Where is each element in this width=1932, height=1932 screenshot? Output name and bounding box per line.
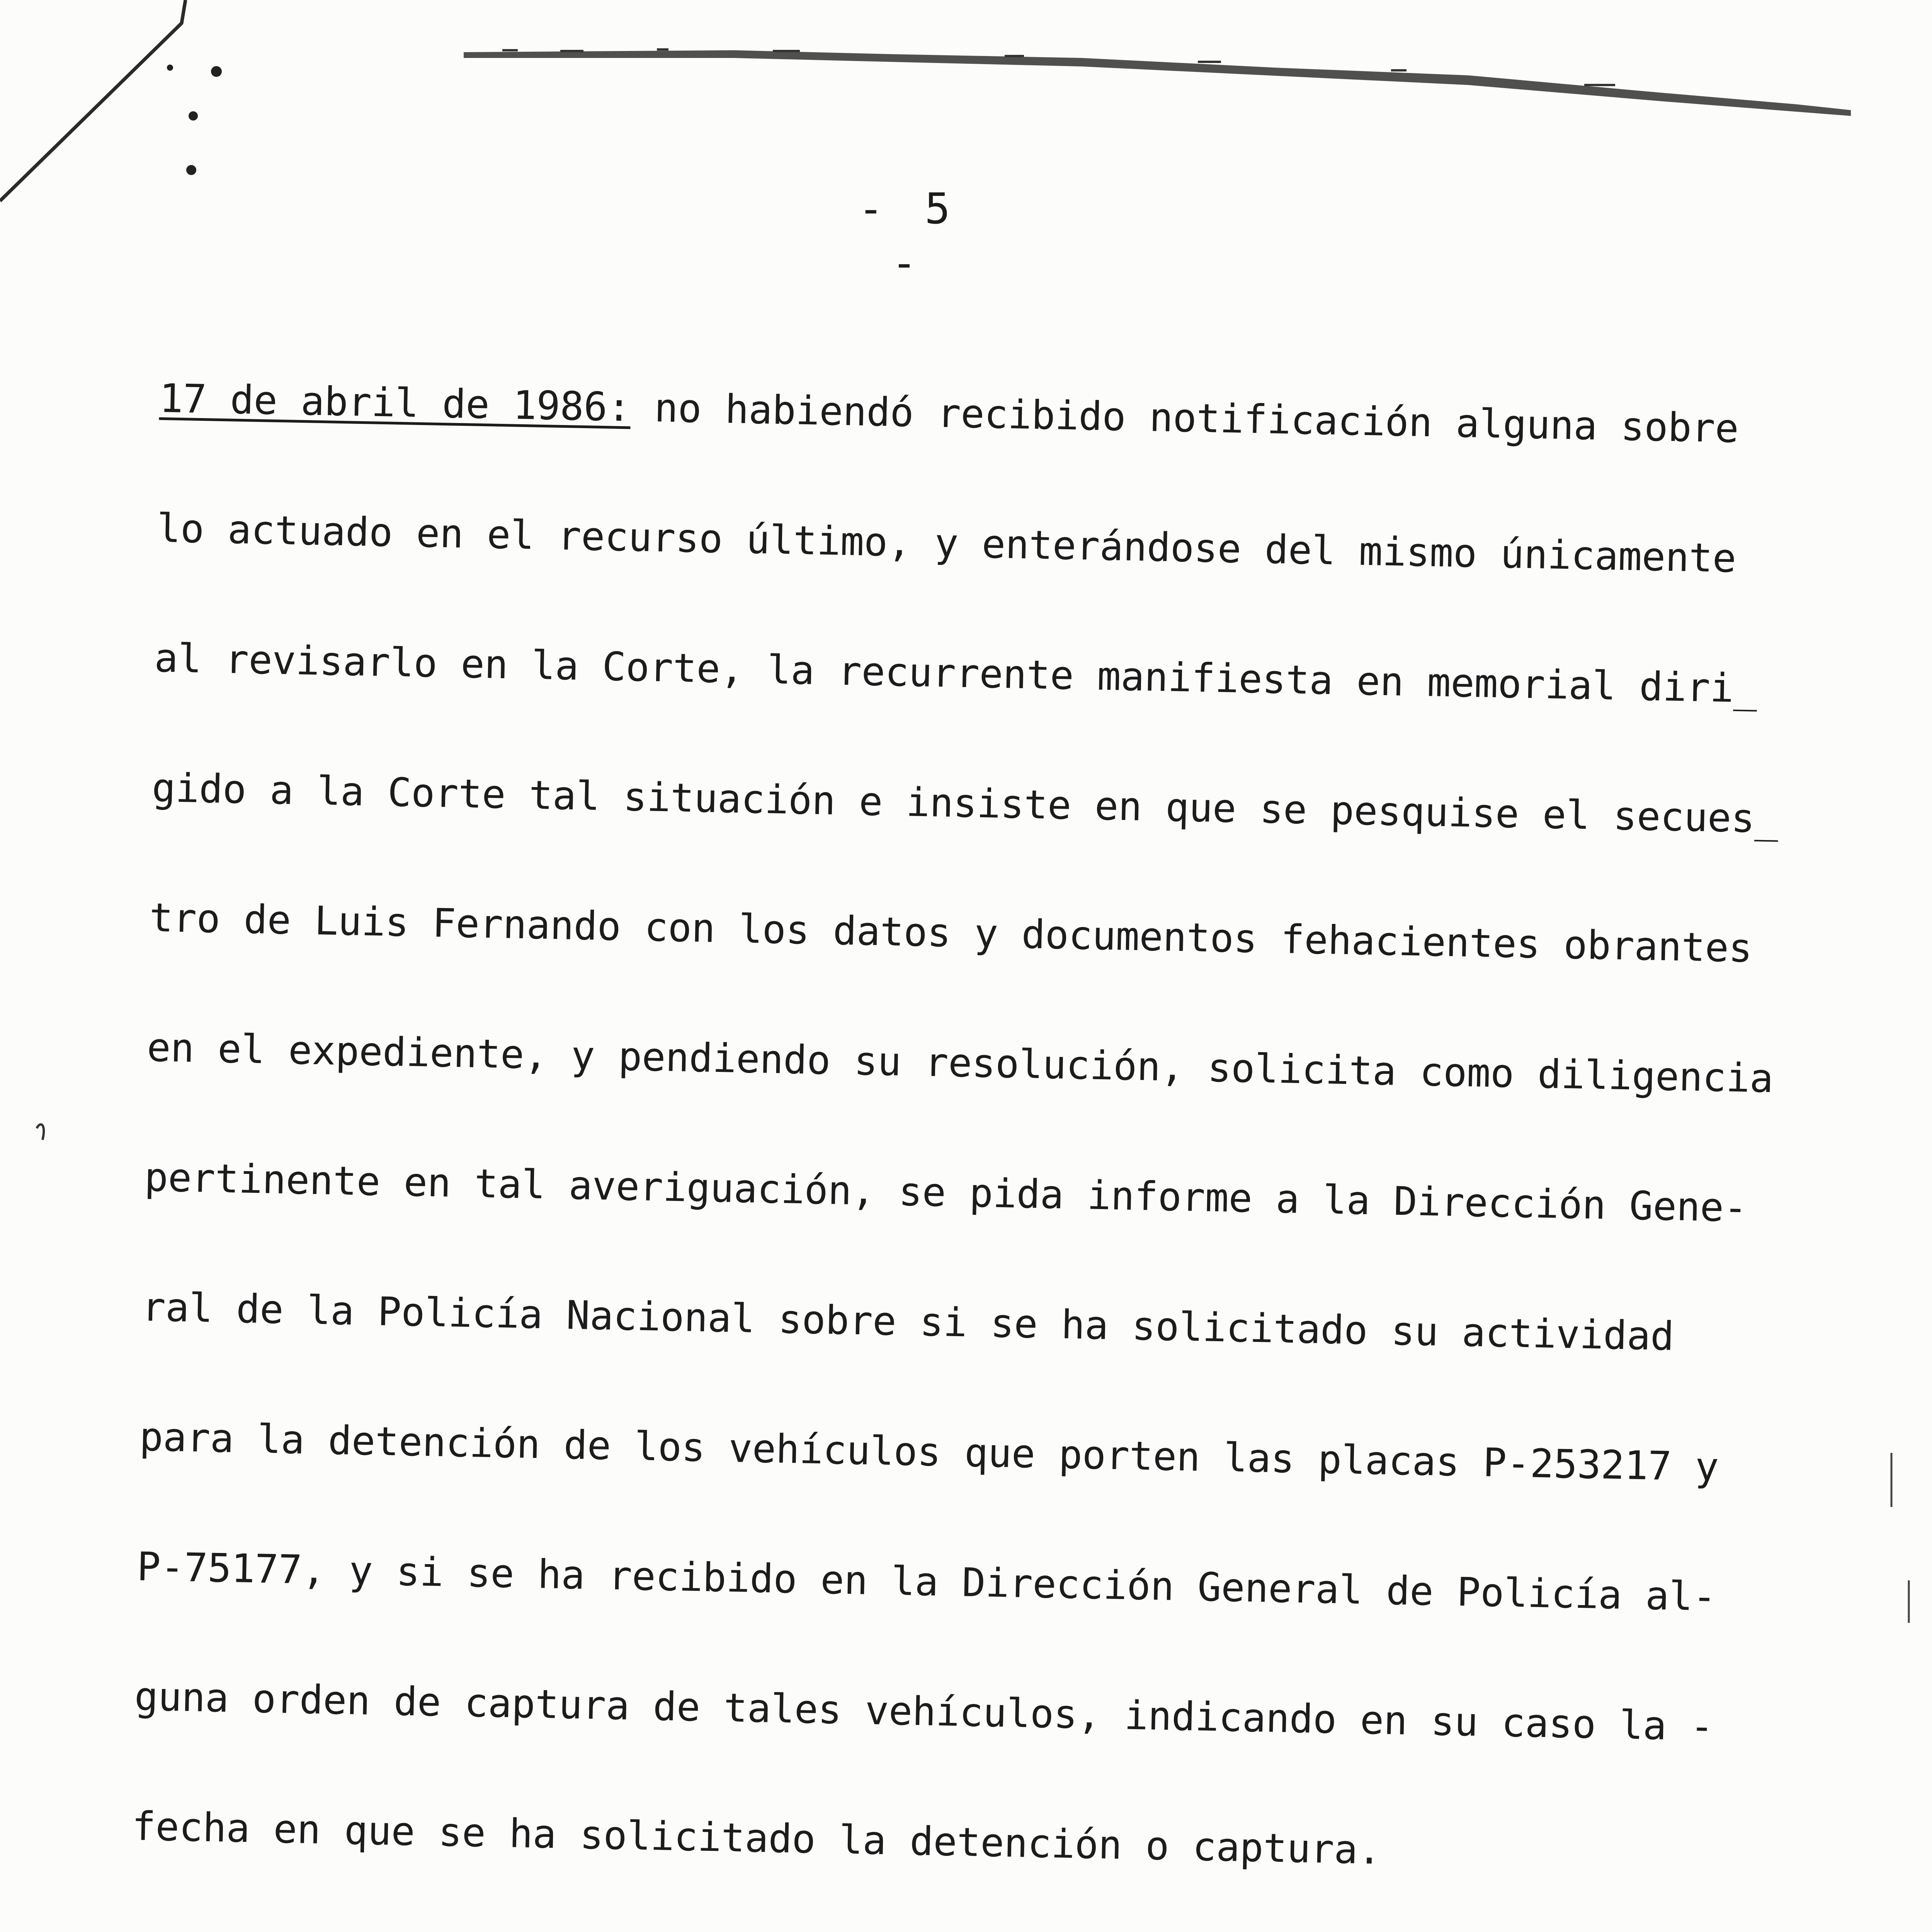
text-line: P-75177, y si se ha recibido en la Dirección General de Policía al- <box>136 1544 1717 1620</box>
text-line: fecha en que se ha solicitado la detención o captura. <box>131 1803 1382 1874</box>
speck-4 <box>167 65 173 71</box>
speck-1 <box>211 66 222 77</box>
text-line: en el expediente, y pendiendo su resolución, solicita como diligencia <box>146 1024 1774 1102</box>
page-number: - 5 - <box>858 184 958 287</box>
text-line: lo actuado en el recurso último, y enterándose del mismo únicamente <box>156 505 1737 582</box>
text-line: guna orden de captura de tales vehículos, indicando en su caso la - <box>134 1673 1714 1750</box>
document-body <box>44 247 1797 1932</box>
speck-2 <box>189 111 198 121</box>
speck-3 <box>186 165 196 175</box>
top-copy-band <box>464 50 1851 116</box>
top-copy-specks <box>502 49 1615 85</box>
text-line: gido a la Corte tal situación e insiste en que se pesquise el secues_ <box>151 765 1779 842</box>
corner-fold-line <box>0 0 185 201</box>
entry-date: 17 de abril de 1986: <box>159 375 631 431</box>
text-line: para la detención de los vehículos que porten las placas P-253217 y <box>139 1414 1719 1490</box>
text-line: tro de Luis Fernando con los datos y documentos fehacientes obrantes <box>149 895 1753 972</box>
text-line: pertinente en tal averiguación, se pida informe a la Dirección Gene- <box>144 1154 1748 1231</box>
left-margin-mark <box>37 1124 44 1140</box>
text-line: 17 de abril de 1986: no habiendó recibido notificación alguna sobre <box>159 375 1739 452</box>
text-line: ral de la Policía Nacional sobre si se ha solicitado su actividad <box>141 1284 1675 1360</box>
text-line: al revisarlo en la Corte, la recurrente manifiesta en memorial diri_ <box>154 635 1758 712</box>
